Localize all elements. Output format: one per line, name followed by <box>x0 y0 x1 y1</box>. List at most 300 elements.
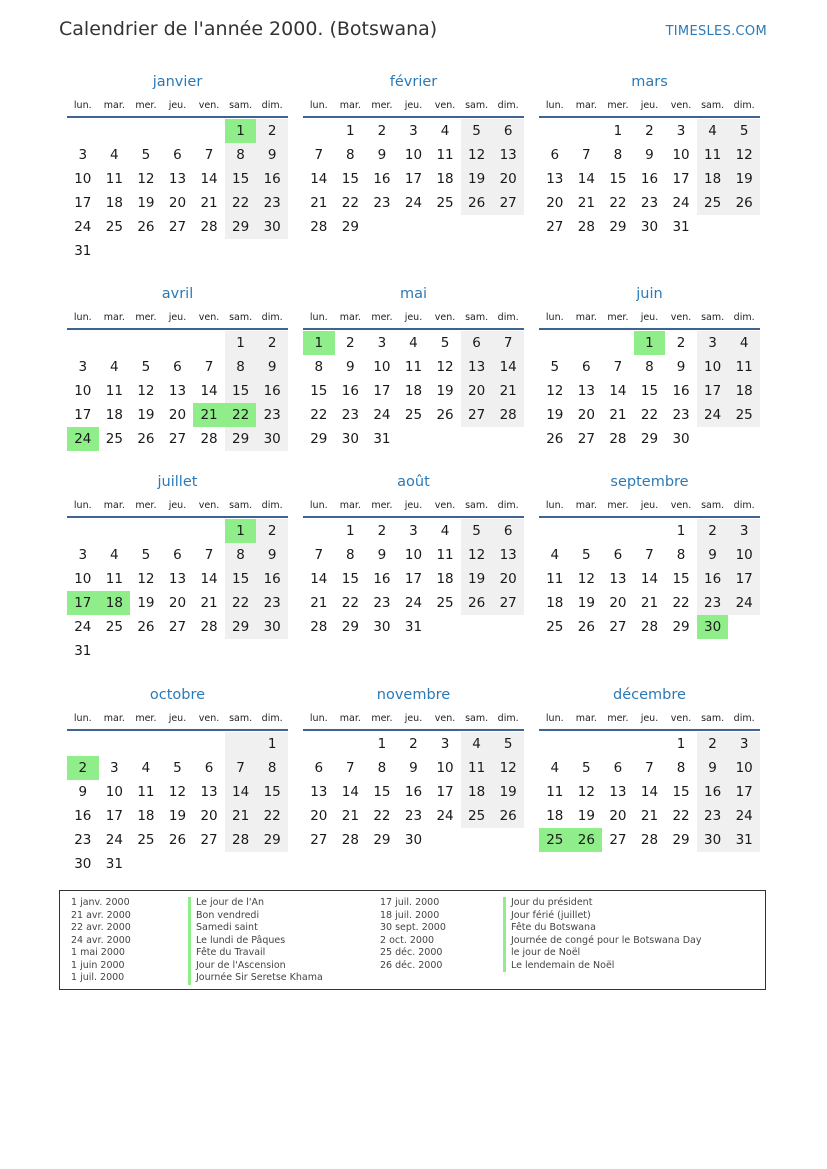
legend-date: 21 avr. 2000 <box>71 909 131 921</box>
day-grid <box>539 119 760 239</box>
weekday-label: lun. <box>73 713 92 724</box>
day-cell: 13 <box>577 383 595 399</box>
legend-date: 26 déc. 2000 <box>380 959 443 971</box>
day-cell: 17 <box>728 780 760 804</box>
day-cell: 27 <box>546 219 564 235</box>
day-cell: 29 <box>672 832 690 848</box>
empty-day-cell <box>130 732 162 756</box>
legend-holiday-name: Jour de l'Ascension <box>188 960 323 973</box>
day-cell: 28 <box>577 219 595 235</box>
day-cell: 11 <box>697 143 729 167</box>
month-name: avril <box>161 286 194 302</box>
day-cell: 15 <box>672 571 690 587</box>
month-3 <box>539 72 760 239</box>
day-cell: 13 <box>546 171 564 187</box>
empty-day-cell <box>67 732 99 756</box>
day-cell: 28 <box>200 619 218 635</box>
day-cell: 19 <box>728 167 760 191</box>
month-1 <box>67 72 288 263</box>
day-cell: 30 <box>256 215 288 239</box>
day-cell: 15 <box>609 171 627 187</box>
day-cell: 20 <box>461 379 493 403</box>
empty-day-cell <box>193 519 225 543</box>
day-cell: 25 <box>436 195 454 211</box>
day-cell: 20 <box>546 195 564 211</box>
weekday-label: lun. <box>545 713 564 724</box>
weekday-label: dim. <box>733 713 755 724</box>
day-cell: 8 <box>346 147 355 163</box>
brand-link[interactable]: TIMESLES.COM <box>665 24 767 39</box>
weekday-label: dim. <box>733 500 755 511</box>
day-cell: 24 <box>672 195 690 211</box>
day-cell: 30 <box>640 219 659 235</box>
day-cell: 29 <box>256 828 288 852</box>
day-cell: 18 <box>105 195 123 211</box>
day-cell: 26 <box>461 191 493 215</box>
weekday-label: mar. <box>575 500 597 511</box>
day-cell: 3 <box>676 123 686 139</box>
day-cell: 22 <box>609 195 627 211</box>
day-cell: 19 <box>577 808 595 824</box>
weekday-label: sam. <box>701 713 725 724</box>
weekday-label: lun. <box>545 500 564 511</box>
weekday-label: mer. <box>371 100 393 111</box>
day-cell: 18 <box>461 780 493 804</box>
weekday-header <box>67 709 288 731</box>
weekday-label: ven. <box>198 713 220 724</box>
empty-day-cell <box>335 732 367 756</box>
month-7 <box>67 472 288 663</box>
day-cell: 12 <box>137 383 155 399</box>
legend-holiday-name: Jour du président <box>503 897 701 910</box>
weekday-label: mer. <box>135 713 157 724</box>
day-cell: 28 <box>310 619 328 635</box>
legend-date: 1 juin 2000 <box>71 959 125 971</box>
day-cell: 18 <box>105 407 123 423</box>
day-cell: 31 <box>74 643 92 659</box>
day-cell: 1 <box>225 331 257 355</box>
empty-day-cell <box>99 732 131 756</box>
day-cell: 21 <box>640 595 659 611</box>
holiday-legend <box>59 890 766 990</box>
day-cell: 8 <box>225 143 257 167</box>
day-cell: 17 <box>728 567 760 591</box>
day-cell: 2 <box>377 523 387 539</box>
day-cell: 28 <box>640 619 659 635</box>
day-cell: 8 <box>256 756 288 780</box>
day-cell: 7 <box>645 547 654 563</box>
day-cell: 13 <box>310 784 328 800</box>
weekday-label: ven. <box>670 713 692 724</box>
day-cell: 30 <box>697 828 729 852</box>
day-cell: 4 <box>440 523 450 539</box>
day-cell: 3 <box>728 732 760 756</box>
day-cell: 18 <box>728 379 760 403</box>
day-grid <box>539 732 760 852</box>
day-cell: 6 <box>492 519 524 543</box>
day-cell: 2 <box>697 519 729 543</box>
day-cell: 7 <box>314 147 324 163</box>
day-cell: 4 <box>440 123 450 139</box>
month-name: septembre <box>610 474 689 490</box>
holiday-day-cell: 1 <box>634 331 666 355</box>
month-name: janvier <box>152 74 203 90</box>
day-cell: 3 <box>78 547 88 563</box>
month-9 <box>539 472 760 639</box>
day-cell: 6 <box>314 760 324 776</box>
weekday-label: mer. <box>607 312 629 323</box>
day-cell: 19 <box>546 407 564 423</box>
day-cell: 27 <box>492 191 524 215</box>
month-6 <box>539 284 760 451</box>
day-cell: 12 <box>546 383 564 399</box>
day-cell: 21 <box>577 195 595 211</box>
day-cell: 5 <box>728 119 760 143</box>
day-cell: 29 <box>310 431 328 447</box>
day-cell: 22 <box>341 595 359 611</box>
day-cell: 16 <box>373 571 391 587</box>
day-cell: 9 <box>697 756 729 780</box>
empty-day-cell <box>99 331 131 355</box>
weekday-label: lun. <box>73 100 92 111</box>
legend-holiday-name: le jour de Noël <box>503 947 701 960</box>
day-cell: 12 <box>168 784 187 800</box>
weekday-label: mer. <box>607 500 629 511</box>
day-cell: 5 <box>141 147 151 163</box>
month-11 <box>303 685 524 852</box>
day-cell: 2 <box>377 123 387 139</box>
day-cell: 20 <box>609 808 627 824</box>
day-cell: 15 <box>672 784 690 800</box>
weekday-label: jeu. <box>168 100 187 111</box>
day-cell: 14 <box>200 171 218 187</box>
day-cell: 21 <box>492 379 524 403</box>
day-cell: 21 <box>640 808 659 824</box>
weekday-header <box>539 96 760 118</box>
day-cell: 13 <box>168 383 187 399</box>
weekday-label: mer. <box>371 500 393 511</box>
weekday-label: jeu. <box>404 500 423 511</box>
day-cell: 10 <box>404 147 423 163</box>
day-cell: 26 <box>436 407 454 423</box>
empty-day-cell <box>99 119 131 143</box>
day-cell: 26 <box>137 431 155 447</box>
day-cell: 31 <box>373 431 391 447</box>
day-cell: 23 <box>697 804 729 828</box>
weekday-header <box>303 709 524 731</box>
weekday-label: sam. <box>465 100 489 111</box>
day-cell: 5 <box>492 732 524 756</box>
empty-day-cell <box>602 331 634 355</box>
weekday-label: mer. <box>135 100 157 111</box>
weekday-label: dim. <box>733 312 755 323</box>
month-name: juillet <box>157 474 198 490</box>
day-cell: 19 <box>436 383 454 399</box>
day-cell: 24 <box>404 595 423 611</box>
day-cell: 1 <box>676 736 686 752</box>
weekday-label: dim. <box>261 500 283 511</box>
day-cell: 21 <box>200 195 218 211</box>
legend-holiday-name: Samedi saint <box>188 922 323 935</box>
day-cell: 2 <box>676 335 686 351</box>
day-cell: 18 <box>436 171 454 187</box>
day-cell: 24 <box>728 804 760 828</box>
day-cell: 27 <box>492 591 524 615</box>
holiday-day-cell: 21 <box>193 403 225 427</box>
day-cell: 3 <box>409 123 418 139</box>
day-cell: 22 <box>256 804 288 828</box>
day-cell: 27 <box>168 431 187 447</box>
weekday-label: ven. <box>670 500 692 511</box>
day-cell: 31 <box>728 828 760 852</box>
day-cell: 15 <box>373 784 391 800</box>
day-cell: 21 <box>225 804 257 828</box>
day-cell: 27 <box>200 832 218 848</box>
weekday-label: mar. <box>103 100 125 111</box>
weekday-label: sam. <box>701 100 725 111</box>
day-cell: 27 <box>461 403 493 427</box>
day-grid <box>303 119 524 239</box>
day-cell: 8 <box>676 760 686 776</box>
day-cell: 24 <box>697 403 729 427</box>
day-cell: 26 <box>577 619 595 635</box>
day-cell: 31 <box>105 856 123 872</box>
weekday-header <box>303 496 524 518</box>
weekday-label: mer. <box>135 312 157 323</box>
day-cell: 7 <box>613 359 623 375</box>
day-cell: 16 <box>256 567 288 591</box>
month-name: mai <box>399 286 428 302</box>
weekday-label: dim. <box>497 500 519 511</box>
weekday-label: mar. <box>575 312 597 323</box>
day-cell: 23 <box>373 195 391 211</box>
holiday-day-cell: 26 <box>571 828 603 852</box>
holiday-day-cell: 25 <box>539 828 571 852</box>
weekday-label: ven. <box>434 500 456 511</box>
day-cell: 8 <box>314 359 324 375</box>
day-cell: 19 <box>577 595 595 611</box>
day-cell: 29 <box>640 431 659 447</box>
month-2 <box>303 72 524 239</box>
day-grid <box>539 331 760 451</box>
holiday-day-cell: 1 <box>225 519 257 543</box>
day-cell: 7 <box>225 756 257 780</box>
day-cell: 14 <box>640 784 659 800</box>
day-cell: 30 <box>256 427 288 451</box>
empty-day-cell <box>193 732 225 756</box>
empty-day-cell <box>539 519 571 543</box>
day-cell: 7 <box>582 147 591 163</box>
day-cell: 7 <box>314 547 324 563</box>
day-cell: 24 <box>105 832 123 848</box>
day-cell: 3 <box>78 147 88 163</box>
day-cell: 11 <box>105 383 123 399</box>
day-cell: 15 <box>225 379 257 403</box>
day-cell: 12 <box>137 171 155 187</box>
empty-day-cell <box>193 119 225 143</box>
day-grid <box>67 732 288 876</box>
day-cell: 4 <box>550 547 560 563</box>
day-cell: 15 <box>341 171 359 187</box>
day-cell: 14 <box>609 383 627 399</box>
empty-day-cell <box>225 732 257 756</box>
weekday-label: lun. <box>309 500 328 511</box>
day-cell: 21 <box>341 808 359 824</box>
day-cell: 13 <box>168 571 187 587</box>
day-cell: 4 <box>409 335 418 351</box>
weekday-label: ven. <box>434 100 456 111</box>
day-cell: 29 <box>373 832 391 848</box>
day-cell: 14 <box>225 780 257 804</box>
legend-names-col-1 <box>188 897 323 985</box>
day-cell: 22 <box>672 808 690 824</box>
weekday-label: jeu. <box>168 312 187 323</box>
month-5 <box>303 284 524 451</box>
day-grid <box>67 331 288 451</box>
day-cell: 7 <box>492 331 524 355</box>
day-cell: 2 <box>697 732 729 756</box>
day-cell: 20 <box>492 567 524 591</box>
day-cell: 25 <box>697 191 729 215</box>
day-cell: 4 <box>728 331 760 355</box>
day-cell: 3 <box>377 335 387 351</box>
month-4 <box>67 284 288 451</box>
day-cell: 10 <box>373 359 391 375</box>
day-cell: 10 <box>74 171 92 187</box>
page-title: Calendrier de l'année 2000. (Botswana) <box>59 18 438 40</box>
weekday-label: sam. <box>229 713 253 724</box>
day-cell: 28 <box>609 431 627 447</box>
day-cell: 5 <box>461 519 493 543</box>
day-cell: 27 <box>577 431 595 447</box>
day-cell: 20 <box>168 407 187 423</box>
day-cell: 30 <box>74 856 92 872</box>
empty-day-cell <box>303 519 335 543</box>
day-cell: 4 <box>697 119 729 143</box>
day-cell: 12 <box>461 543 493 567</box>
day-cell: 17 <box>404 571 423 587</box>
day-cell: 14 <box>310 571 328 587</box>
day-cell: 25 <box>105 619 123 635</box>
day-cell: 21 <box>310 595 328 611</box>
day-cell: 11 <box>404 359 423 375</box>
legend-holiday-name: Le lundi de Pâques <box>188 935 323 948</box>
empty-day-cell <box>303 732 335 756</box>
day-cell: 24 <box>74 219 92 235</box>
day-cell: 5 <box>440 335 450 351</box>
empty-day-cell <box>602 519 634 543</box>
day-cell: 2 <box>645 123 654 139</box>
day-cell: 3 <box>110 760 119 776</box>
day-cell: 1 <box>613 123 623 139</box>
legend-date: 18 juil. 2000 <box>380 909 440 921</box>
day-cell: 11 <box>461 756 493 780</box>
day-cell: 19 <box>492 780 524 804</box>
weekday-label: ven. <box>434 312 456 323</box>
day-cell: 19 <box>461 167 493 191</box>
weekday-label: mer. <box>607 713 629 724</box>
day-cell: 11 <box>546 784 564 800</box>
day-cell: 15 <box>256 780 288 804</box>
day-cell: 20 <box>310 808 328 824</box>
day-cell: 5 <box>141 359 151 375</box>
day-cell: 30 <box>404 832 423 848</box>
day-cell: 4 <box>110 359 119 375</box>
day-cell: 25 <box>546 619 564 635</box>
day-cell: 14 <box>492 355 524 379</box>
day-cell: 1 <box>346 123 355 139</box>
legend-names-col-2 <box>503 897 701 972</box>
holiday-day-cell: 1 <box>225 119 257 143</box>
day-cell: 31 <box>404 619 423 635</box>
day-cell: 11 <box>137 784 155 800</box>
legend-holiday-name: Jour férié (juillet) <box>503 910 701 923</box>
legend-holiday-name: Bon vendredi <box>188 910 323 923</box>
day-cell: 30 <box>672 431 690 447</box>
weekday-label: lun. <box>309 312 328 323</box>
day-cell: 7 <box>204 147 214 163</box>
day-cell: 26 <box>546 431 564 447</box>
day-cell: 16 <box>256 167 288 191</box>
day-cell: 30 <box>373 619 391 635</box>
weekday-label: lun. <box>73 500 92 511</box>
day-cell: 9 <box>78 784 88 800</box>
day-cell: 6 <box>173 547 182 563</box>
day-cell: 19 <box>137 195 155 211</box>
day-cell: 3 <box>440 736 450 752</box>
day-cell: 7 <box>204 359 214 375</box>
day-cell: 6 <box>173 359 182 375</box>
weekday-label: dim. <box>261 100 283 111</box>
day-cell: 12 <box>137 571 155 587</box>
day-cell: 20 <box>492 167 524 191</box>
weekday-label: dim. <box>733 100 755 111</box>
weekday-header <box>67 96 288 118</box>
day-cell: 27 <box>609 832 627 848</box>
weekday-label: jeu. <box>640 500 659 511</box>
day-cell: 17 <box>373 383 391 399</box>
day-cell: 18 <box>697 167 729 191</box>
day-cell: 22 <box>640 407 659 423</box>
day-cell: 6 <box>461 331 493 355</box>
weekday-label: dim. <box>497 713 519 724</box>
day-cell: 16 <box>672 383 690 399</box>
weekday-label: mar. <box>575 100 597 111</box>
day-cell: 10 <box>697 355 729 379</box>
day-cell: 8 <box>676 547 686 563</box>
day-cell: 25 <box>137 832 155 848</box>
day-cell: 17 <box>436 784 454 800</box>
day-cell: 14 <box>341 784 359 800</box>
day-cell: 17 <box>74 195 92 211</box>
day-cell: 28 <box>225 828 257 852</box>
day-cell: 2 <box>256 119 288 143</box>
day-cell: 19 <box>461 567 493 591</box>
day-cell: 9 <box>409 760 418 776</box>
weekday-label: ven. <box>198 500 220 511</box>
legend-holiday-name: Fête du Travail <box>188 947 323 960</box>
day-cell: 13 <box>168 171 187 187</box>
holiday-day-cell: 17 <box>67 591 99 615</box>
empty-day-cell <box>539 732 571 756</box>
legend-holiday-name: Journée de congé pour le Botswana Day <box>503 935 701 948</box>
day-cell: 11 <box>105 171 123 187</box>
day-cell: 7 <box>645 760 654 776</box>
day-cell: 20 <box>609 595 627 611</box>
weekday-label: dim. <box>261 713 283 724</box>
empty-day-cell <box>130 519 162 543</box>
day-cell: 13 <box>200 784 218 800</box>
